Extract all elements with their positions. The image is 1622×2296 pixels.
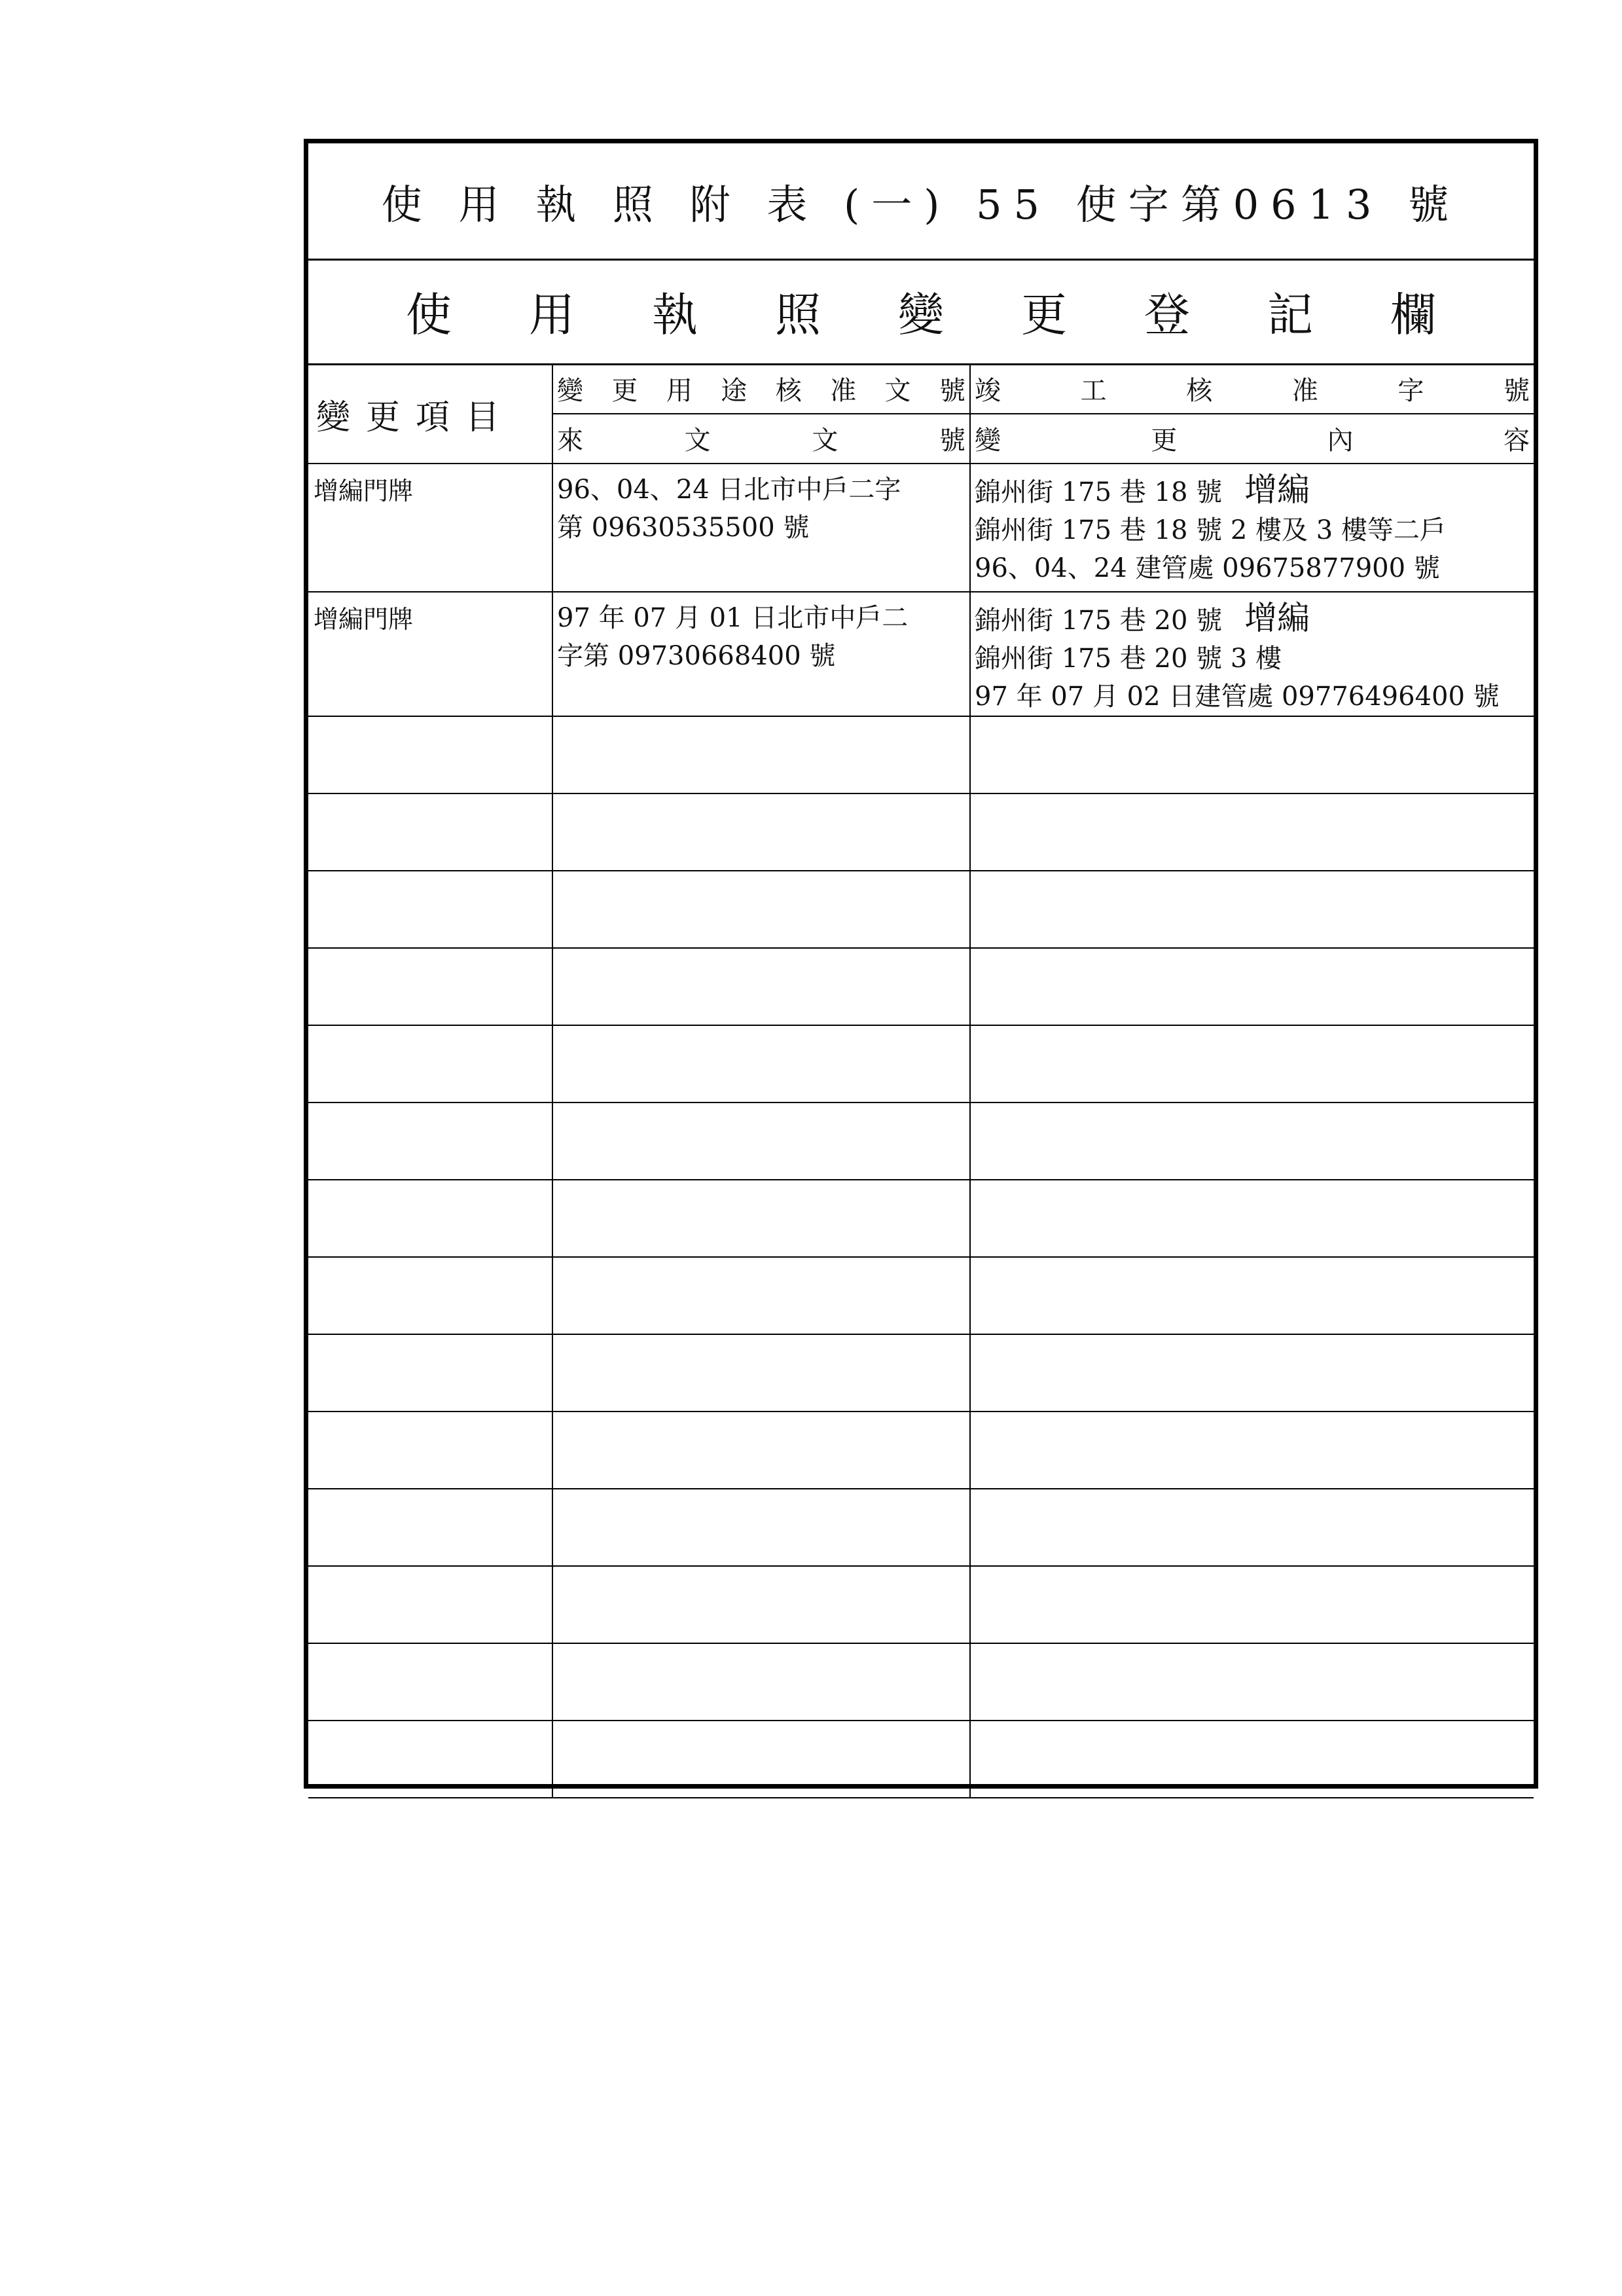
blank-content-cell bbox=[970, 1566, 1534, 1643]
blank-item-cell bbox=[308, 948, 552, 1025]
blank-item-cell bbox=[308, 1721, 552, 1798]
header-char: 更 bbox=[611, 376, 638, 406]
header-char: 文 bbox=[812, 426, 838, 456]
header-char: 用 bbox=[666, 376, 693, 406]
blank-row bbox=[308, 1180, 1534, 1257]
header-char: 工 bbox=[1080, 376, 1107, 406]
header-char: 變 bbox=[975, 426, 1001, 456]
handwritten-note: 增編 bbox=[1244, 471, 1310, 509]
header-change-content bbox=[970, 414, 1534, 464]
blank-doc-cell bbox=[552, 1643, 970, 1721]
blank-row bbox=[308, 1643, 1534, 1721]
header-char: 途 bbox=[721, 376, 748, 406]
blank-item-cell bbox=[308, 793, 552, 871]
header-approval-doc-no bbox=[552, 364, 970, 414]
blank-row bbox=[308, 1334, 1534, 1412]
header-char: 核 bbox=[775, 376, 802, 406]
blank-doc-cell bbox=[552, 716, 970, 793]
record-item: 增編門牌 bbox=[308, 464, 552, 592]
form-title: 使 用 執 照 附 表 (一) 55 使字第0613 號 bbox=[381, 180, 1461, 228]
blank-content-cell bbox=[970, 1643, 1534, 1721]
blank-content-cell bbox=[970, 1257, 1534, 1334]
header-char: 字 bbox=[1397, 376, 1424, 406]
blank-row bbox=[308, 1489, 1534, 1566]
blank-item-cell bbox=[308, 871, 552, 948]
blank-doc-cell bbox=[552, 1334, 970, 1412]
blank-content-cell bbox=[970, 716, 1534, 793]
header-char: 內 bbox=[1327, 426, 1354, 456]
blank-row bbox=[308, 716, 1534, 793]
blank-content-cell bbox=[970, 1721, 1534, 1798]
usage-permit-form bbox=[304, 139, 1538, 1789]
blank-row bbox=[308, 1025, 1534, 1102]
header-char: 文 bbox=[884, 376, 911, 406]
blank-content-cell bbox=[970, 1489, 1534, 1566]
blank-row bbox=[308, 1257, 1534, 1334]
header-char: 號 bbox=[1503, 376, 1530, 406]
blank-row bbox=[308, 1102, 1534, 1180]
blank-row bbox=[308, 948, 1534, 1025]
header-char: 號 bbox=[939, 426, 965, 456]
blank-item-cell bbox=[308, 1334, 552, 1412]
blank-doc-cell bbox=[552, 1721, 970, 1798]
record-item: 增編門牌 bbox=[308, 592, 552, 716]
blank-content-cell bbox=[970, 1025, 1534, 1102]
blank-content-cell bbox=[970, 871, 1534, 948]
form-subtitle: 使用執照變更登記欄 bbox=[406, 287, 1513, 342]
header-char: 文 bbox=[684, 426, 711, 456]
blank-doc-cell bbox=[552, 1025, 970, 1102]
blank-row bbox=[308, 1412, 1534, 1489]
blank-item-cell bbox=[308, 1025, 552, 1102]
record-doc-no: 97 年 07 月 01 日北市中戶二 字第 09730668400 號 bbox=[552, 592, 970, 716]
blank-item-cell bbox=[308, 716, 552, 793]
change-record-table bbox=[308, 363, 1534, 1798]
blank-item-cell bbox=[308, 1102, 552, 1180]
blank-item-cell bbox=[308, 1257, 552, 1334]
header-char: 更 bbox=[1151, 426, 1178, 456]
blank-row bbox=[308, 1721, 1534, 1798]
blank-row bbox=[308, 793, 1534, 871]
form-subtitle-row bbox=[308, 259, 1534, 365]
blank-doc-cell bbox=[552, 1102, 970, 1180]
header-change-item: 變更項目 bbox=[308, 364, 552, 464]
header-char: 變 bbox=[557, 376, 583, 406]
record-row bbox=[308, 592, 1534, 716]
blank-row bbox=[308, 1566, 1534, 1643]
blank-item-cell bbox=[308, 1643, 552, 1721]
header-char: 來 bbox=[557, 426, 583, 456]
blank-doc-cell bbox=[552, 793, 970, 871]
header-char: 號 bbox=[939, 376, 965, 406]
record-doc-no: 96、04、24 日北市中戶二字 第 09630535500 號 bbox=[552, 464, 970, 592]
header-char: 核 bbox=[1186, 376, 1213, 406]
blank-doc-cell bbox=[552, 1257, 970, 1334]
form-title-row bbox=[308, 143, 1534, 261]
record-row bbox=[308, 464, 1534, 592]
blank-doc-cell bbox=[552, 948, 970, 1025]
blank-content-cell bbox=[970, 948, 1534, 1025]
blank-doc-cell bbox=[552, 1180, 970, 1257]
blank-doc-cell bbox=[552, 1566, 970, 1643]
blank-doc-cell bbox=[552, 1489, 970, 1566]
blank-doc-cell bbox=[552, 871, 970, 948]
header-char: 准 bbox=[830, 376, 857, 406]
blank-item-cell bbox=[308, 1412, 552, 1489]
blank-item-cell bbox=[308, 1489, 552, 1566]
header-row-top bbox=[308, 364, 1534, 414]
record-content: 錦州街 175 巷 18 號 增編 錦州街 175 巷 18 號 2 樓及 3 樓等二戶 96、04、24 建管處 09675877900 號 bbox=[970, 464, 1534, 592]
header-char: 竣 bbox=[975, 376, 1001, 406]
header-char: 准 bbox=[1291, 376, 1318, 406]
header-completion-approval-no bbox=[970, 364, 1534, 414]
blank-content-cell bbox=[970, 1412, 1534, 1489]
handwritten-note: 增編 bbox=[1244, 599, 1310, 637]
header-char: 容 bbox=[1503, 426, 1530, 456]
blank-content-cell bbox=[970, 1180, 1534, 1257]
record-content: 錦州街 175 巷 20 號 增編 錦州街 175 巷 20 號 3 樓 97 年 07 月 02 日建管處 09776496400 號 bbox=[970, 592, 1534, 716]
blank-item-cell bbox=[308, 1566, 552, 1643]
header-incoming-doc-no bbox=[552, 414, 970, 464]
blank-doc-cell bbox=[552, 1412, 970, 1489]
blank-content-cell bbox=[970, 793, 1534, 871]
blank-content-cell bbox=[970, 1334, 1534, 1412]
blank-row bbox=[308, 871, 1534, 948]
blank-item-cell bbox=[308, 1180, 552, 1257]
blank-content-cell bbox=[970, 1102, 1534, 1180]
